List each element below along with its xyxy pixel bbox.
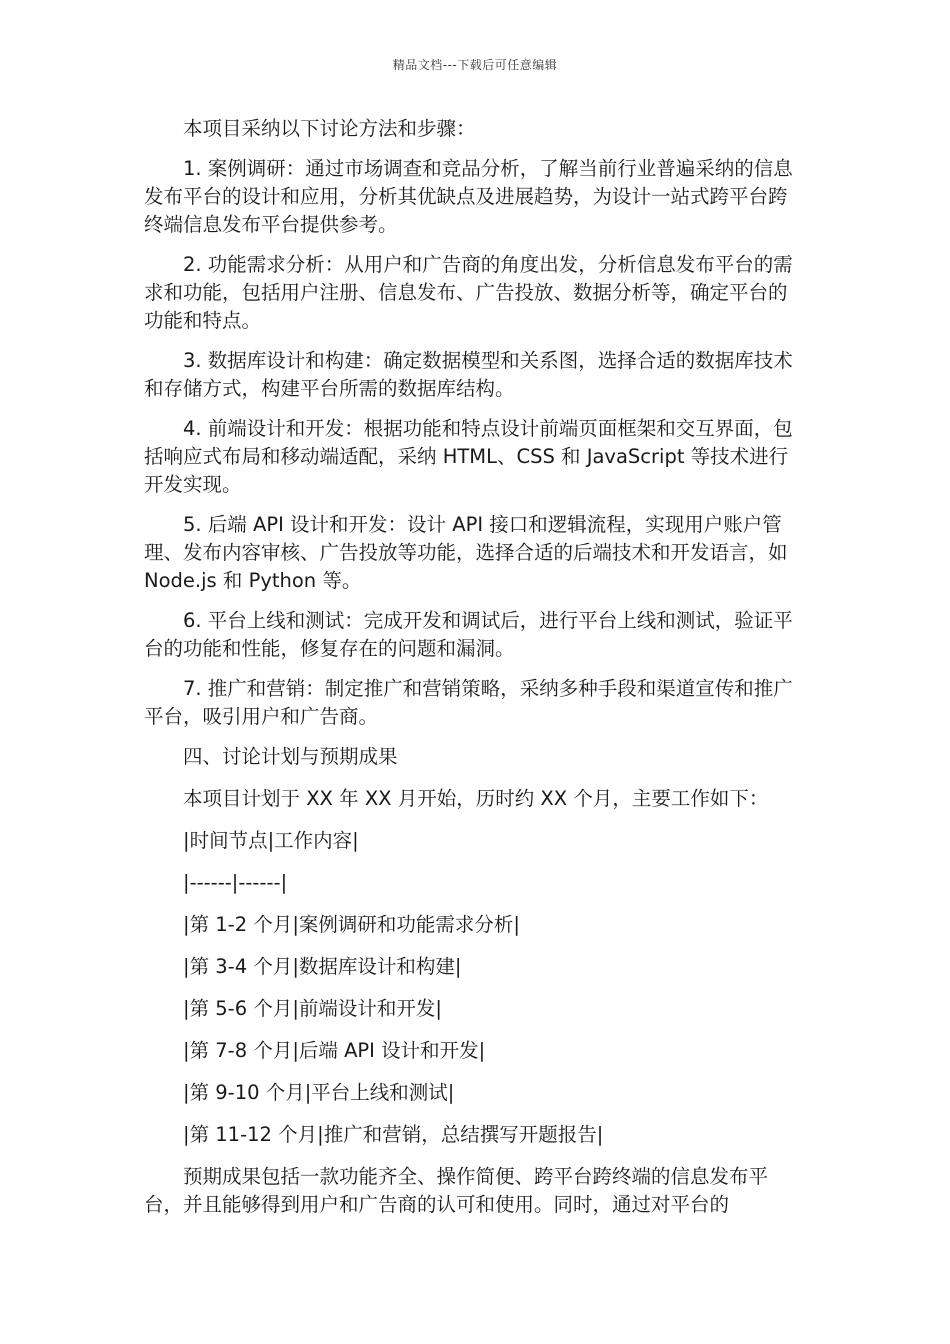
table-row: |第 9-10 个月|平台上线和测试| xyxy=(183,1081,455,1104)
table-row: |第 11-12 个月|推广和营销，总结撰写开题报告| xyxy=(183,1123,604,1146)
table-row: |第 1-2 个月|案例调研和功能需求分析| xyxy=(183,913,520,936)
document-body xyxy=(144,115,806,1231)
paragraph-step-5: 5. 后端 API 设计和开发：设计 API 接口和逻辑流程，实现用户账户管理、发布内容审核、广告投放等功能，选择合适的后端技术和开发语言，如 Node.js 和 Python 等。 xyxy=(144,513,788,592)
table-row: |第 5-6 个月|前端设计和开发| xyxy=(183,997,442,1020)
paragraph-plan-intro: 本项目计划于 XX 年 XX 月开始，历时约 XX 个月，主要工作如下： xyxy=(183,787,769,810)
paragraph-step-3: 3. 数据库设计和构建：确定数据模型和关系图，选择合适的数据库技术和存储方式，构建平台所需的数据库结构。 xyxy=(144,349,793,400)
table-row-separator: |------|------| xyxy=(183,871,288,894)
paragraph-intro: 本项目采纳以下讨论方法和步骤： xyxy=(183,117,476,140)
paragraph-step-4: 4. 前端设计和开发：根据功能和特点设计前端页面框架和交互界面，包括响应式布局和移动端适配，采纳 HTML、CSS 和 JavaScript 等技术进行开发实现。 xyxy=(144,417,793,496)
page-header: 精品文档---下载后可任意编辑 xyxy=(392,58,558,72)
paragraph-step-6: 6. 平台上线和测试：完成开发和调试后，进行平台上线和测试，验证平台的功能和性能，修复存在的问题和漏洞。 xyxy=(144,609,793,660)
paragraph-expected-results: 预期成果包括一款功能齐全、操作简便、跨平台跨终端的信息发布平台，并且能够得到用户和广告商的认可和使用。同时，通过对平台的 xyxy=(144,1165,769,1216)
table-row: |第 3-4 个月|数据库设计和构建| xyxy=(183,955,462,978)
paragraph-step-7: 7. 推广和营销：制定推广和营销策略，采纳多种手段和渠道宣传和推广平台，吸引用户和广告商。 xyxy=(144,677,793,728)
section-heading: 四、讨论计划与预期成果 xyxy=(183,745,398,768)
table-row-header: |时间节点|工作内容| xyxy=(183,829,359,852)
paragraph-step-2: 2. 功能需求分析：从用户和广告商的角度出发，分析信息发布平台的需求和功能，包括用户注册、信息发布、广告投放、数据分析等，确定平台的功能和特点。 xyxy=(144,253,793,332)
table-row: |第 7-8 个月|后端 API 设计和开发| xyxy=(183,1039,486,1062)
paragraph-step-1: 1. 案例调研：通过市场调查和竞品分析，了解当前行业普遍采纳的信息发布平台的设计和应用，分析其优缺点及进展趋势，为设计一站式跨平台跨终端信息发布平台提供参考。 xyxy=(144,157,793,236)
